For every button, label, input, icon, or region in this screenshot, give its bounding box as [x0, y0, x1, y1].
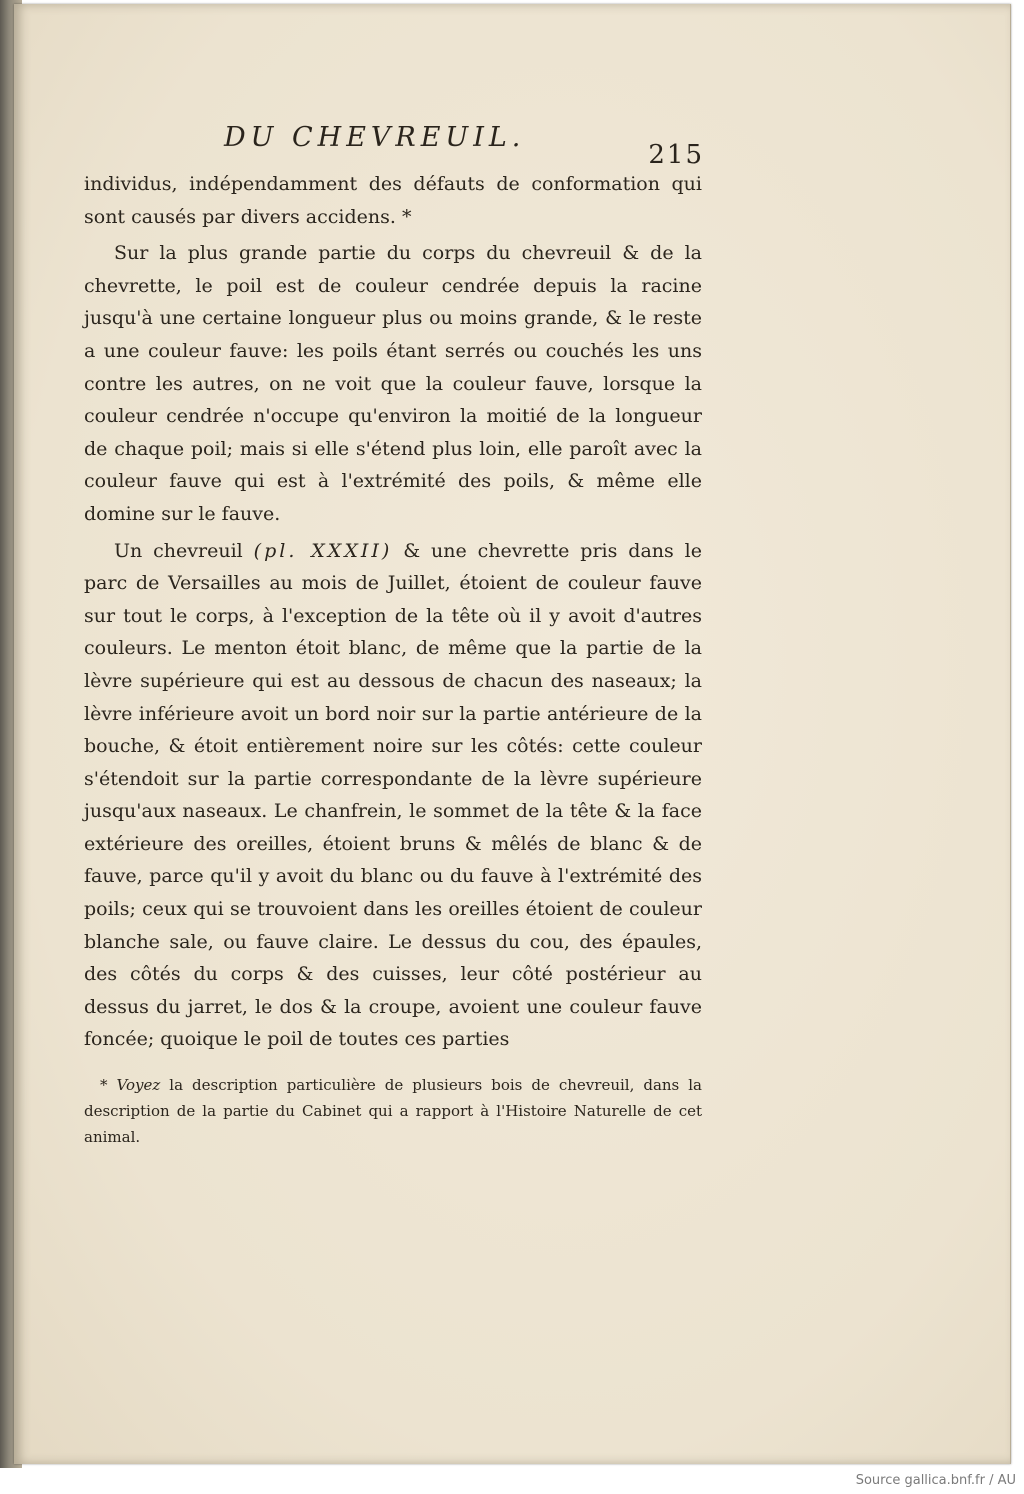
source-credit: Source gallica.bnf.fr / AU [855, 1473, 1016, 1488]
paragraph-1-text: individus, indépendamment des défauts de conformation qui sont causés par divers accidens. * [84, 173, 702, 228]
footnote-lead: Voyez [116, 1076, 161, 1094]
footnote-marker: * [100, 1076, 108, 1094]
footnote-text: la description particulière de plusieurs bois de chevreuil, dans la description de la partie du Cabinet qui a rapport à l'Histoire Naturelle de cet animal. [84, 1076, 702, 1146]
book-page [14, 4, 1011, 1464]
paragraph-coat-colour [84, 237, 702, 530]
footnote [84, 1072, 702, 1150]
running-header [84, 122, 704, 170]
plate-reference: (pl. XXXII) [253, 539, 393, 562]
paragraph-2-text: Sur la plus grande partie du corps du chevreuil & de la chevrette, le poil est de couleur cendrée depuis la racine jusqu'à une certaine longueur plus ou moins grande, & le reste a une couleur fauve: les poils étant serrés ou couchés les uns contre les autres, on ne voit que la couleur fauve, lorsque la couleur cendrée n'occupe qu'environ la moitié de la longueur de chaque poil; mais si elle s'étend plus loin, elle paroît avec la couleur fauve qui est à l'extrémité des poils, & même elle domine sur le fauve. [84, 242, 702, 525]
running-head-title: DU CHEVREUIL. [224, 122, 526, 153]
paragraph-specimens [84, 535, 702, 1057]
body-text [84, 168, 702, 1056]
page-number: 215 [648, 140, 704, 170]
paragraph-continuation [84, 168, 702, 233]
paragraph-3-start: Un chevreuil [114, 539, 243, 562]
paragraph-3-text: & une chevrette pris dans le parc de Versailles au mois de Juillet, étoient de couleur fauve sur tout le corps, à l'exception de la tête où il y avoit d'autres couleurs. Le menton étoit blanc, de même que la partie de la lèvre supérieure qui est au dessous de chacun des naseaux; la lèvre inférieure avoit un bord noir sur la partie antérieure de la bouche, & étoit entièrement noire sur les côtés: cette couleur s'étendoit sur la partie correspondante de la lèvre supérieure jusqu'aux naseaux. Le chanfrein, le sommet de la tête & la face extérieure des oreilles, étoient bruns & mêlés de blanc & de fauve, parce qu'il y avoit du blanc ou du fauve à l'extrémité des poils; ceux qui se trouvoient dans les oreilles étoient de couleur blanche sale, ou fauve claire. Le dessus du cou, des épaules, des côtés du corps & des cuisses, leur côté postérieur au dessus du jarret, le dos & la croupe, avoient une couleur fauve foncée; quoique le poil de toutes ces parties [84, 539, 702, 1051]
